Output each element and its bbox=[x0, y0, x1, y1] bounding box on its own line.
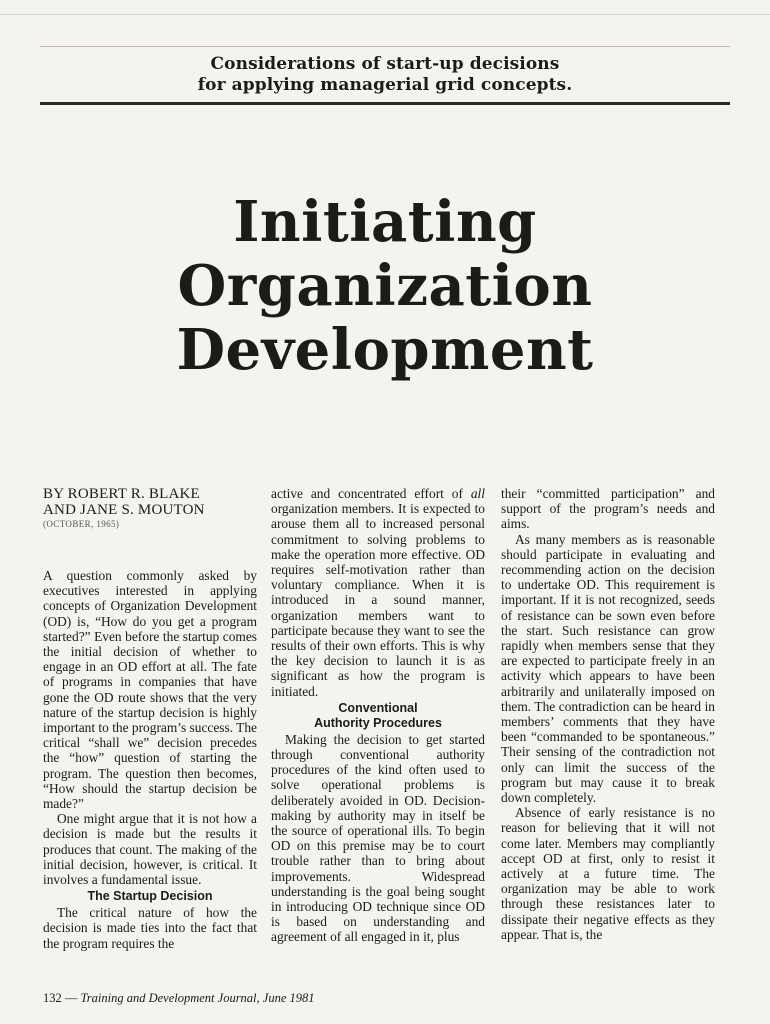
byline-author-2: AND JANE S. MOUTON bbox=[43, 502, 205, 518]
subtitle-line-1: Considerations of start-up decisions bbox=[210, 54, 560, 74]
title-line-3: Development bbox=[176, 317, 594, 383]
column-2 bbox=[271, 486, 485, 945]
heading-line-1: Conventional bbox=[338, 700, 418, 715]
journal-citation: Training and Development Journal, June 1981 bbox=[80, 991, 315, 1005]
byline bbox=[43, 486, 257, 518]
title-line-2: Organization bbox=[177, 253, 593, 319]
emphasis-all: all bbox=[470, 486, 485, 501]
paragraph: A question commonly asked by executives interested in applying concepts of Organization Development (OD) is, “How do you get a program started?” Even before the startup comes the initial decision of whether to engage in an OD effort at all. The fate of programs in companies that have gone the OD route shows that the very nature of the startup decision is highly important to the program’s success. The critical “shall we” decision precedes the “how” question of starting the program. The question then becomes, “How should the startup decision be made?” bbox=[43, 568, 257, 812]
section-heading-startup-decision: The Startup Decision bbox=[87, 889, 213, 904]
paragraph: The critical nature of how the decision is made ties into the fact that the program requires the bbox=[43, 905, 257, 951]
byline-author-1: BY ROBERT R. BLAKE bbox=[43, 486, 200, 502]
subtitle-rule bbox=[40, 102, 730, 105]
paragraph-text: organization members. It is expected to arouse them all to increased personal commitment to solving problems to make the operation more effective. OD requires self-motivation rather than voluntary compliance. When it is introduced in a sound manner, organization members want to participate because they want to see the results of their own efforts. This is why the key decision to launch it is as significant as how the program is initiated. bbox=[271, 501, 485, 699]
article-title bbox=[0, 190, 770, 382]
paragraph: One might argue that it is not how a decision is made but the results it produces that count. The making of the initial decision, however, is critical. It involves a fundamental issue. bbox=[43, 811, 257, 888]
title-line-1: Initiating bbox=[233, 189, 537, 255]
page-number: 132 bbox=[43, 991, 62, 1005]
article-subtitle bbox=[0, 54, 770, 96]
paragraph: Absence of early resistance is no reason for believing that it will not come later. Members may compliantly accept OD at first, only to resist it actively at a future time. The organization may be able to work through these resistances later to dissipate their negative effects as they appear. That is, the bbox=[501, 805, 715, 942]
page-top-edge bbox=[0, 14, 770, 15]
paragraph-text: active and concentrated effort of bbox=[271, 486, 471, 501]
paragraph bbox=[271, 486, 485, 699]
original-date: (OCTOBER, 1965) bbox=[43, 519, 120, 529]
paragraph: As many members as is reasonable should participate in evaluating and recommending action on the decision to undertake OD. This requirement is important. If it is not recognized, seeds of resistance can be sown even before the start. Such resistance can grow rapidly when members sense that they are expected to participate freely in an activity which appears to have been arbitrarily and unilaterally imposed on them. The contradiction can be heard in members’ comments that they have been “commanded to be spontaneous.” Their sensing of the contradiction not only can limit the success of the program but may cause it to break down completely. bbox=[501, 531, 715, 806]
paragraph: Making the decision to get started through conventional authority procedures of the kind often used to solve operational problems is deliberately avoided in OD. Decision-making by authority may in itself be the source of operational ills. To begin OD on this premise may be to court trouble rather than to bring about improvements. Widespread understanding is the goal being sought in introducing OD technique since OD is based on understanding and agreement of all engaged in it, plus bbox=[271, 731, 485, 945]
top-rule bbox=[40, 46, 730, 47]
footer-dash: — bbox=[61, 991, 81, 1005]
heading-line-2: Authority Procedures bbox=[314, 715, 442, 730]
column-1 bbox=[43, 486, 257, 951]
page-footer bbox=[43, 990, 315, 1006]
subtitle-line-2: for applying managerial grid concepts. bbox=[197, 75, 573, 95]
paragraph: their “committed participation” and support of the program’s needs and aims. bbox=[501, 486, 715, 532]
column-3 bbox=[501, 486, 715, 942]
section-heading-conventional-authority bbox=[271, 701, 485, 731]
